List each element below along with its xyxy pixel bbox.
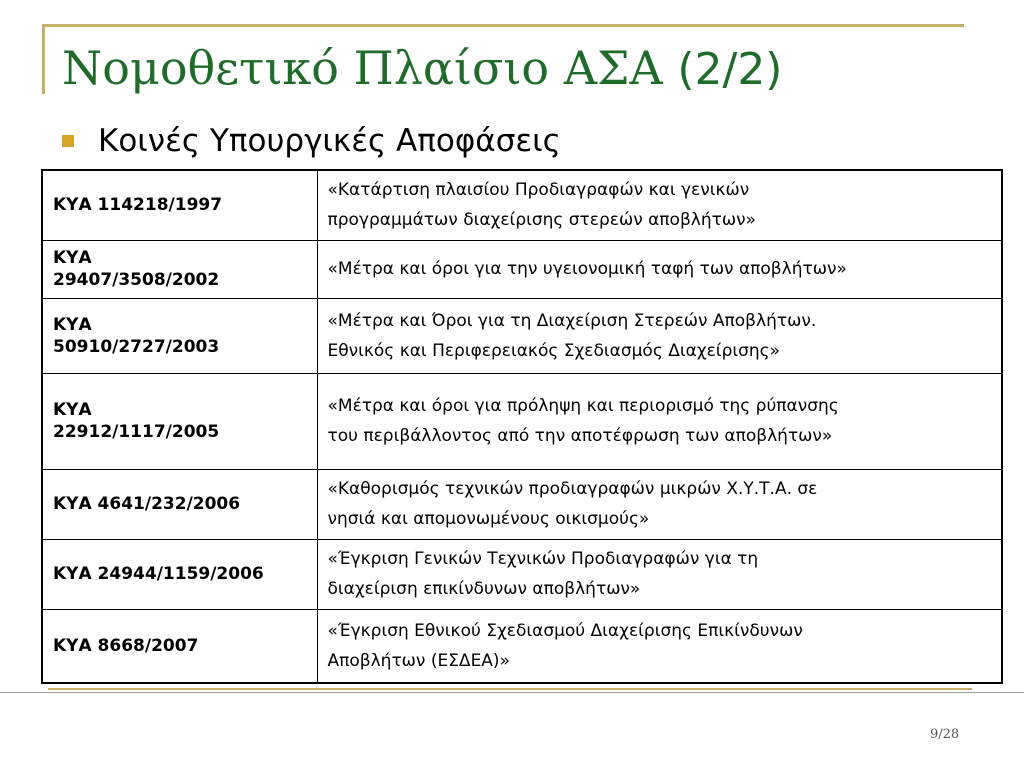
bottom-rule-gold [48, 688, 972, 690]
decision-description: «Έγκριση Εθνικού Σχεδιασμού Διαχείρισης Επικίνδυνων Αποβλήτων (ΕΣΔΕΑ)» [317, 609, 1002, 683]
table-row [42, 539, 1002, 609]
decision-code: ΚΥΑ 22912/1117/2005 [42, 373, 317, 469]
table-row [42, 609, 1002, 683]
decision-code: ΚΥΑ 50910/2727/2003 [42, 298, 317, 373]
decision-code: ΚΥΑ 8668/2007 [42, 609, 317, 683]
decision-description: «Μέτρα και όροι για πρόληψη και περιορισμό της ρύπανσης του περιβάλλοντος από την αποτέφρωση των αποβλήτων» [317, 373, 1002, 469]
slide-title-number: (2/2) [677, 44, 783, 95]
side-rule [42, 24, 45, 94]
table-row [42, 373, 1002, 469]
decision-code: ΚΥΑ 24944/1159/2006 [42, 539, 317, 609]
decision-description: «Έγκριση Γενικών Τεχνικών Προδιαγραφών για τη διαχείριση επικίνδυνων αποβλήτων» [317, 539, 1002, 609]
decision-code: ΚΥΑ 4641/232/2006 [42, 469, 317, 539]
table-row [42, 170, 1002, 240]
decision-description: «Καθορισμός τεχνικών προδιαγραφών μικρών Χ.Υ.Τ.Α. σε νησιά και απομονωμένους οικισμούς» [317, 469, 1002, 539]
decision-description: «Μέτρα και Όροι για τη Διαχείριση Στερεών Αποβλήτων. Εθνικός και Περιφερειακός Σχεδιασμός Διαχείρισης» [317, 298, 1002, 373]
table-row [42, 240, 1002, 298]
top-rule [42, 24, 964, 27]
decision-code: ΚΥΑ 29407/3508/2002 [42, 240, 317, 298]
bullet-item [62, 116, 561, 166]
decision-code: ΚΥΑ 114218/1997 [42, 170, 317, 240]
square-bullet-icon [62, 135, 74, 147]
table-row [42, 298, 1002, 373]
decision-description: «Κατάρτιση πλαισίου Προδιαγραφών και γενικών προγραμμάτων διαχείρισης στερεών αποβλήτων» [317, 170, 1002, 240]
slide-title-main: Νομοθετικό Πλαίσιο ΑΣΑ [62, 41, 663, 95]
bullet-text: Κοινές Υπουργικές Αποφάσεις [98, 123, 561, 159]
decisions-table [41, 169, 1003, 684]
table-row [42, 469, 1002, 539]
slide-title [62, 38, 782, 100]
bottom-rule [0, 692, 1024, 693]
page-number: 9/28 [930, 727, 960, 742]
decision-description: «Μέτρα και όροι για την υγειονομική ταφή των αποβλήτων» [317, 240, 1002, 298]
